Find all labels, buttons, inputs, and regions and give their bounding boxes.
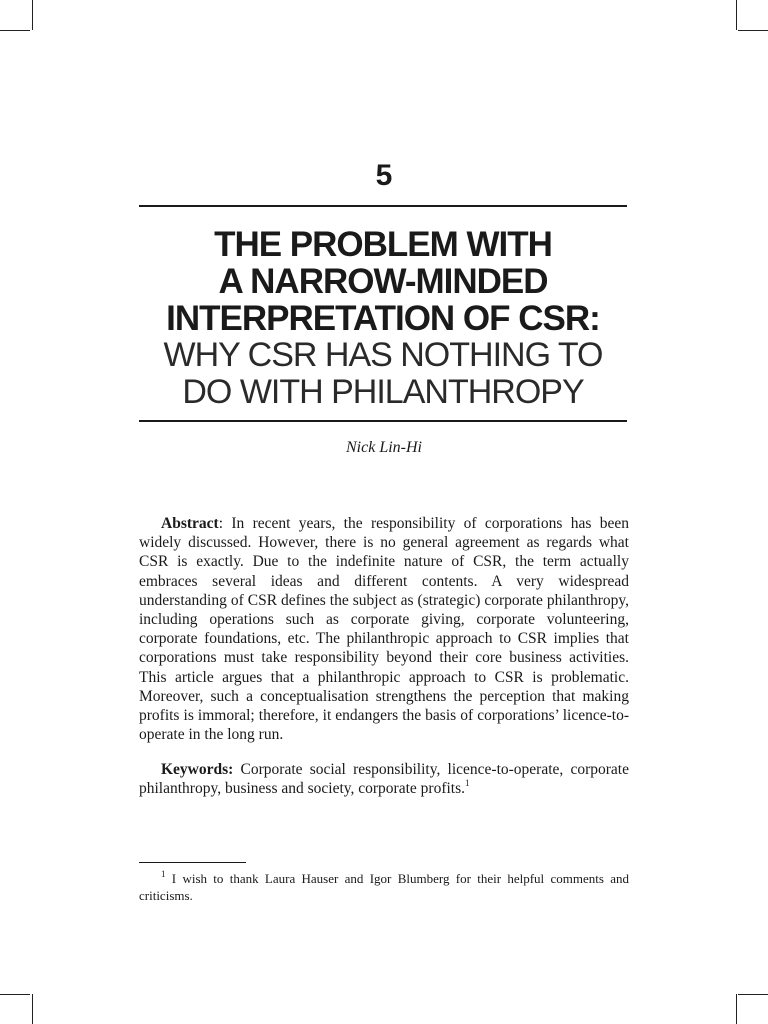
crop-mark-bottom-left-vertical [32, 994, 33, 1024]
author-name: Nick Lin-Hi [346, 439, 422, 456]
crop-mark-bottom-left-horizontal [0, 994, 30, 995]
title-rule-bottom [139, 420, 627, 422]
keywords-label: Keywords: [161, 761, 234, 778]
title-line-3: INTERPRETATION OF CSR: [166, 299, 600, 338]
footnote-marker: 1 [161, 868, 166, 879]
title-rule-top [139, 205, 627, 207]
abstract-label: Abstract [161, 515, 219, 532]
subtitle-line-1: WHY CSR HAS NOTHING TO [163, 336, 603, 374]
abstract-text: : In recent years, the responsibility of corporations has been widely discussed. However, there is no general agreement as regards what CSR is exactly. Due to the indefinite nature of CSR, the term actually embraces several ideas and different contents. A very widespread understanding of CSR defines the subject as (strategic) corporate philanthropy, including operations such as corporate giving, corporate volunteering, corporate foundations, etc. The philanthropic approach to CSR implies that corporations must take responsibility beyond their core business activities. This article argues that a philanthropic approach to CSR is problematic. Moreover, such a conceptualisation strengthens the perception that making profits is immoral; therefore, it endangers the basis of corporations’ licence-to-operate in the long run. [139, 515, 629, 744]
title-line-2: A NARROW-MINDED [218, 262, 548, 301]
footnote-separator [139, 862, 246, 863]
crop-mark-top-right-horizontal [738, 30, 768, 31]
crop-mark-top-left-vertical [32, 0, 33, 30]
footnote-text: I wish to thank Laura Hauser and Igor Blumberg for their helpful comments and criticisms. [139, 871, 629, 903]
chapter-title [139, 226, 627, 411]
title-line-1: THE PROBLEM WITH [214, 225, 552, 264]
footnote-reference: 1 [465, 778, 470, 789]
crop-mark-top-left-horizontal [0, 30, 30, 31]
chapter-number: 5 [375, 159, 393, 192]
subtitle-line-2: DO WITH PHILANTHROPY [182, 373, 584, 411]
crop-mark-top-right-vertical [736, 0, 737, 30]
abstract-paragraph [139, 514, 629, 744]
crop-mark-bottom-right-horizontal [738, 994, 768, 995]
keywords-paragraph [139, 760, 629, 798]
keywords-text: Corporate social responsibility, licence-to-operate, corporate philanthropy, business and society, corporate profits. [139, 761, 629, 798]
footnote [139, 870, 629, 904]
crop-mark-bottom-right-vertical [736, 994, 737, 1024]
